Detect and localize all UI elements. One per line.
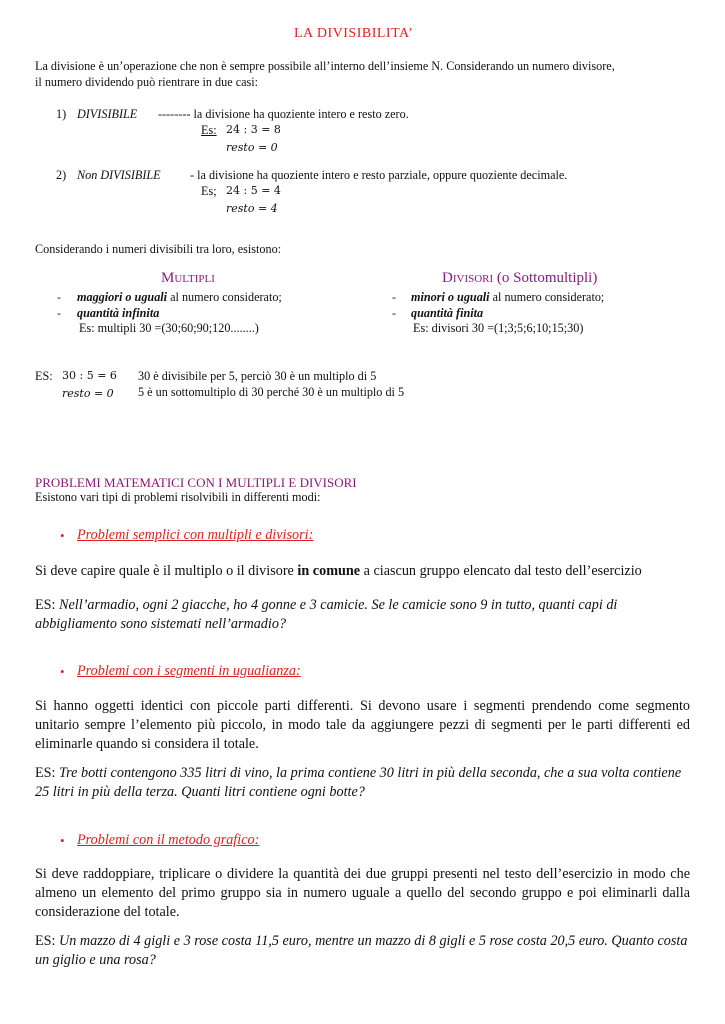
case1-description: -------- la divisione ha quoziente intero e resto zero. (158, 107, 409, 121)
section-3-example: ES: Un mazzo di 4 gigli e 3 rose costa 11,5 euro, mentre un mazzo di 8 gigli e 5 rose costa 20,5 euro. Quanto costa un giglio e una rosa? (35, 933, 688, 968)
divisori-dash-1: - (392, 290, 396, 304)
divisori-item-1: minori o uguali al numero considerato; (411, 290, 605, 304)
es-line-2: 5 è un sottomultiplo di 30 perché 30 è un multiplo di 5 (138, 385, 405, 399)
section-3-text: Si deve raddoppiare, triplicare o dividere la quantità dei due gruppi presenti nel testo dell’esercizio in modo che almeno un elemento del primo gruppo sia in numero uguale a quello del secondo gruppo e poi eliminarli dalla considerazione del totale. (35, 866, 690, 920)
case2-resto: resto = 4 (226, 202, 278, 215)
section-1-example: ES: Nell’armadio, ogni 2 giacche, ho 4 gonne e 3 camicie. Se le camicie sono 9 in tutto, quanti capi di abbigliamento sono sistemati nell’armadio? (35, 597, 618, 632)
divisori-item-2: quantità finita (411, 306, 484, 320)
bullet-icon: • (60, 833, 65, 848)
es-line-1: 30 è divisibile per 5, perciò 30 è un multiplo di 5 (138, 369, 377, 383)
es-equation: 30 : 5 = 6 (62, 369, 117, 382)
section-2-text: Si hanno oggetti identici con piccole parti differenti. Si devono usare i segmenti prendendo come segmento unitario sempre l’elemento più piccolo, in modo tale da aggiungere pezzi di segmenti per le parti differenti ed eliminarle quando si considera il totale. (35, 698, 690, 752)
case1-resto: resto = 0 (226, 141, 278, 154)
case2-number: 2) (56, 168, 67, 182)
multipli-dash-2: - (57, 306, 61, 320)
divisori-dash-2: - (392, 306, 396, 320)
multipli-item-1: maggiori o uguali al numero considerato; (77, 290, 282, 304)
case1-label: DIVISIBILE (77, 107, 138, 121)
multipli-item-2: quantità infinita (77, 306, 160, 320)
page-title: LA DIVISIBILITA’ (294, 26, 414, 41)
problemi-heading: PROBLEMI MATEMATICI CON I MULTIPLI E DIVISORI (35, 475, 357, 490)
bullet-icon: • (60, 664, 65, 679)
case2-es-label: Es; (201, 184, 217, 198)
section-2-example: ES: Tre botti contengono 335 litri di vino, la prima contiene 30 litri in più della seconda, che a sua volta contiene 25 litri in più della terza. Quanti litri contiene ogni botte? (35, 765, 682, 800)
case2-label: Non DIVISIBILE (77, 168, 161, 182)
section-1-title: Problemi semplici con multipli e divisori: (77, 527, 314, 543)
considerando-text: Considerando i numeri divisibili tra loro, esistono: (35, 242, 282, 256)
multipli-heading: Multipli (161, 270, 215, 286)
case1-number: 1) (56, 107, 67, 121)
case2-equation: 24 : 5 = 4 (226, 184, 281, 197)
section-3-title: Problemi con il metodo grafico: (77, 832, 260, 848)
divisori-heading: Divisori (o Sottomultipli) (442, 270, 598, 286)
bullet-icon: • (60, 528, 65, 543)
es-label: ES: (35, 369, 53, 383)
es-resto: resto = 0 (62, 387, 114, 400)
case1-equation: 24 : 3 = 8 (226, 123, 281, 136)
case1-es-label: Es: (201, 123, 217, 137)
divisori-example: Es: divisori 30 =(1;3;5;6;10;15;30) (413, 321, 584, 335)
section-2-title: Problemi con i segmenti in ugualianza: (77, 663, 301, 679)
section-1-text: Si deve capire quale è il multiplo o il divisore in comune a ciascun gruppo elencato dal testo dell’esercizio (35, 563, 642, 579)
case2-description: - la divisione ha quoziente intero e resto parziale, oppure quoziente decimale. (190, 168, 568, 182)
intro-line-1: La divisione è un’operazione che non è sempre possibile all’interno dell’insieme N. Considerando un numero divisore, (35, 59, 615, 73)
multipli-example: Es: multipli 30 =(30;60;90;120........) (79, 321, 259, 335)
problemi-subtitle: Esistono vari tipi di problemi risolvibili in differenti modi: (35, 490, 321, 504)
intro-line-2: il numero dividendo può rientrare in due casi: (35, 75, 259, 89)
multipli-dash-1: - (57, 290, 61, 304)
